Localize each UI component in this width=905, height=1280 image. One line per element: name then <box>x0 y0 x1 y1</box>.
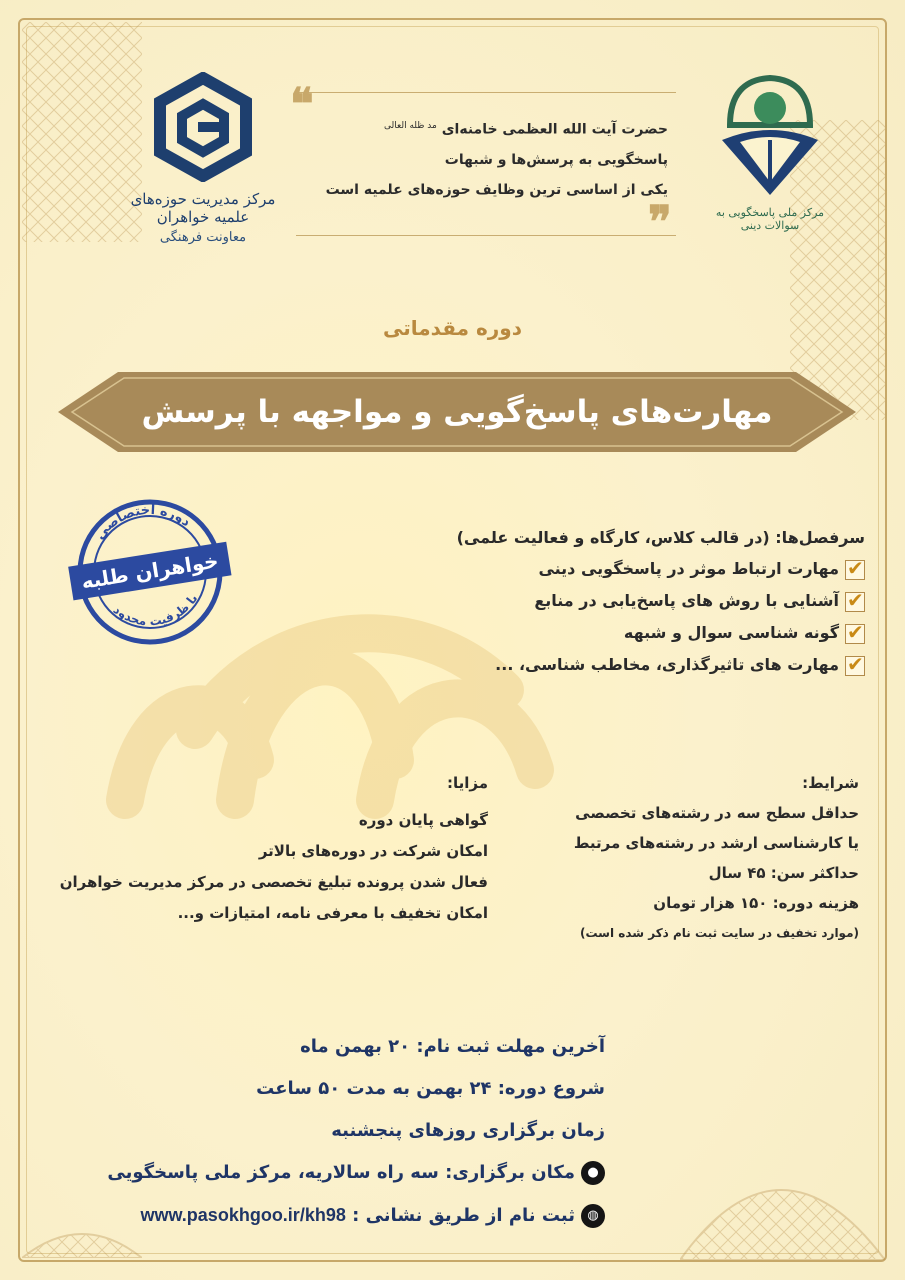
checkbox-icon <box>845 656 865 676</box>
exclusive-stamp <box>51 479 250 665</box>
right-logo <box>700 70 840 240</box>
benefits-title: مزایا: <box>446 774 488 792</box>
course-level: دوره مقدماتی <box>383 316 522 340</box>
topic-item: ✔مهارت های تاثیرگذاری، مخاطب شناسی، ... <box>345 649 865 681</box>
quote-text <box>288 111 668 205</box>
quote-line-2: یکی از اساسی ترین وظایف حوزه‌های علمیه است <box>325 181 668 198</box>
topic-item: ✔مهارت ارتباط موثر در پاسخگویی دینی <box>345 553 865 585</box>
benefit-item: امکان تخفیف با معرفی نامه، امتیازات و... <box>177 904 488 922</box>
lattice-ornament-top-left <box>22 22 142 242</box>
condition-item: حداکثر سن: ۴۵ سال <box>708 864 859 882</box>
condition-item: یا کارشناسی ارشد در رشته‌های مرتبط <box>573 834 859 852</box>
topic-item: ✔گونه شناسی سوال و شبهه <box>345 617 865 649</box>
left-logo <box>128 72 278 262</box>
lattice-ornament-bottom-right <box>680 1120 885 1260</box>
conditions-section <box>499 768 859 948</box>
topics-header: سرفصل‌ها: (در قالب کلاس، کارگاه و فعالیت علمی) <box>456 528 865 547</box>
course-start: شروع دوره: ۲۴ بهمن به مدت ۵۰ ساعت <box>256 1078 605 1099</box>
checkbox-icon <box>845 624 865 644</box>
stamp-bottom-text: با ظرفیت محدود <box>110 591 201 629</box>
benefit-item: گواهی پایان دوره <box>358 811 488 829</box>
course-title: مهارت‌های پاسخ‌گویی و مواجهه با پرسش <box>141 394 773 430</box>
benefit-item: امکان شرکت در دوره‌های بالاتر <box>258 842 488 860</box>
topic-item: ✔آشنایی با روش های پاسخ‌یابی در منابع <box>345 585 865 617</box>
stamp-main-text: خواهران طلبه <box>79 548 221 594</box>
pen-dome-logo-icon <box>710 70 830 200</box>
registration-line: ◍ثبت نام از طریق نشانی : www.pasokhgoo.ir/kh98 <box>0 1194 605 1236</box>
left-logo-title: مرکز مدیریت حوزه‌های علمیه خواهران <box>130 190 276 226</box>
close-quote-icon: ❞ <box>648 197 672 248</box>
hexagon-logo-icon <box>148 72 258 182</box>
open-quote-icon: ❝ <box>290 79 314 130</box>
stamp-top-text: دوره اختصاصی <box>92 502 193 543</box>
leader-quote <box>290 79 676 248</box>
registration-url[interactable]: www.pasokhgoo.ir/kh98 <box>140 1205 346 1225</box>
checkbox-icon <box>845 560 865 580</box>
left-logo-subtitle: معاونت فرهنگی <box>159 230 247 245</box>
discount-note: (موارد تخفیف در سایت ثبت نام ذکر شده است) <box>579 926 859 940</box>
course-location: ●مکان برگزاری: سه راه سالاریه، مرکز ملی پاسخگویی <box>45 1152 605 1194</box>
condition-item: حداقل سطح سه در رشته‌های تخصصی <box>575 804 859 822</box>
topics-section <box>345 528 865 681</box>
conditions-title: شرایط: <box>802 774 859 792</box>
benefits-section <box>40 768 488 929</box>
quote-honorific: مد ظله العالی <box>384 121 437 131</box>
checkbox-icon <box>845 592 865 612</box>
schedule-section <box>45 1026 605 1236</box>
benefit-item: فعال شدن پرونده تبلیغ تخصصی در مرکز مدیریت خواهران <box>59 873 488 891</box>
registration-deadline: آخرین مهلت ثبت نام: ۲۰ بهمن ماه <box>300 1036 605 1057</box>
course-days: زمان برگزاری روزهای پنجشنبه <box>331 1120 605 1141</box>
map-pin-icon: ● <box>581 1161 605 1185</box>
globe-icon: ◍ <box>581 1204 605 1228</box>
quote-line-1: پاسخگویی به پرسش‌ها و شبهات <box>444 151 668 168</box>
right-logo-title: مرکز ملی پاسخگویی به سوالات دینی <box>715 206 825 232</box>
quote-author: حضرت آیت الله العظمی خامنه‌ای <box>441 121 668 138</box>
condition-item: هزینه دوره: ۱۵۰ هزار تومان <box>653 894 859 912</box>
